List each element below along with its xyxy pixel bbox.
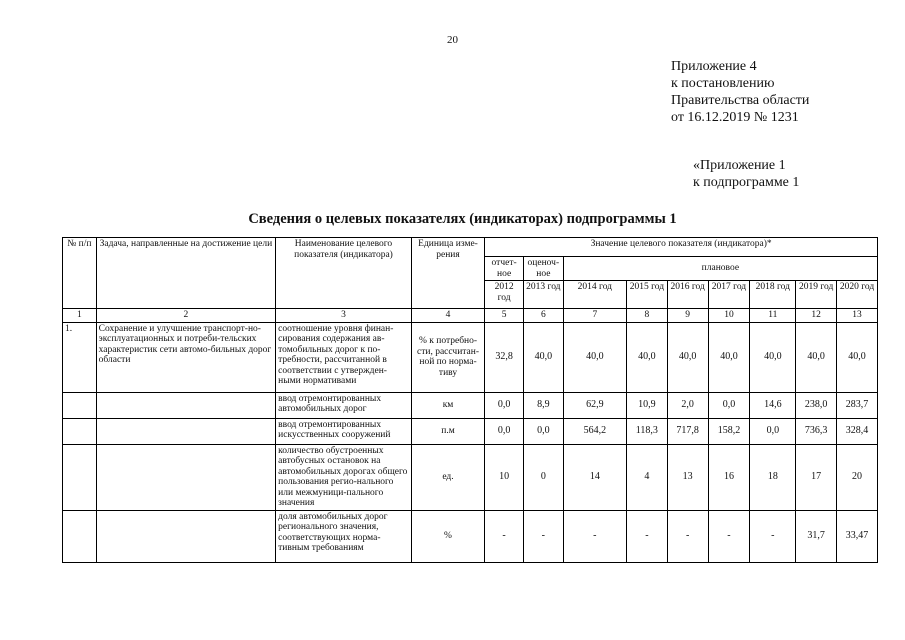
value-cell: 328,4 <box>837 418 878 444</box>
col-number: 10 <box>708 309 750 323</box>
value-cell: - <box>563 510 626 562</box>
col-number: 2 <box>96 309 276 323</box>
table-row <box>63 418 878 444</box>
value-cell: 13 <box>667 444 708 510</box>
col-number: 13 <box>837 309 878 323</box>
document-title: Сведения о целевых показателях (индикаторах) подпрограммы 1 <box>248 211 677 227</box>
value-cell: 14 <box>563 444 626 510</box>
appendix-ref-line-1: «Приложение 1 <box>693 158 786 173</box>
col-number: 4 <box>411 309 484 323</box>
appendix-ref-line-2: к подпрограмме 1 <box>693 175 800 190</box>
value-cell: 10,9 <box>626 392 667 418</box>
value-cell: 10 <box>485 444 524 510</box>
value-cell: 0,0 <box>523 418 563 444</box>
header-year: 2014 год <box>563 281 626 309</box>
header-year: 2020 год <box>837 281 878 309</box>
header-reported: отчет-ное <box>485 257 524 281</box>
value-cell: 33,47 <box>837 510 878 562</box>
value-cell: 158,2 <box>708 418 750 444</box>
row-indicator: количество обустроенных автобусных остановок на автомобильных дорогах общего пользования регио-нального или межмуници-пального значения <box>276 444 412 510</box>
value-cell: 283,7 <box>837 392 878 418</box>
value-cell: - <box>523 510 563 562</box>
row-num <box>63 418 97 444</box>
header-num: № п/п <box>63 238 97 309</box>
value-cell: 4 <box>626 444 667 510</box>
appendix-line-1: Приложение 4 <box>671 59 757 74</box>
value-cell: 40,0 <box>626 322 667 392</box>
value-cell: 564,2 <box>563 418 626 444</box>
header-planned: плановое <box>563 257 877 281</box>
col-number: 6 <box>523 309 563 323</box>
value-cell: 40,0 <box>750 322 796 392</box>
value-cell: - <box>708 510 750 562</box>
row-indicator: ввод отремонтированных автомобильных дорог <box>276 392 412 418</box>
value-cell: 0,0 <box>485 392 524 418</box>
row-num <box>63 444 97 510</box>
value-cell: 40,0 <box>667 322 708 392</box>
header-unit: Единица изме-рения <box>411 238 484 309</box>
header-year: 2017 год <box>708 281 750 309</box>
appendix-line-4: от 16.12.2019 № 1231 <box>671 110 799 125</box>
value-cell: 8,9 <box>523 392 563 418</box>
header-year: 2015 год <box>626 281 667 309</box>
value-cell: - <box>750 510 796 562</box>
row-unit: ед. <box>411 444 484 510</box>
table-row <box>63 392 878 418</box>
col-number: 3 <box>276 309 412 323</box>
value-cell: - <box>485 510 524 562</box>
value-cell: 16 <box>708 444 750 510</box>
appendix-line-2: к постановлению <box>671 76 775 91</box>
row-task <box>96 418 276 444</box>
row-indicator: доля автомобильных дорог регионального значения, соответствующих норма-тивным требованиям <box>276 510 412 562</box>
row-indicator: соотношение уровня финан-сирования содержания ав-томобильных дорог к по-требности, рассчитанной в соответствии с утвержден-ными нормативами <box>276 322 412 392</box>
header-year: 2018 год <box>750 281 796 309</box>
row-num <box>63 510 97 562</box>
col-number: 11 <box>750 309 796 323</box>
col-number: 9 <box>667 309 708 323</box>
value-cell: 0,0 <box>750 418 796 444</box>
appendix-ref-block <box>693 157 799 191</box>
appendix-block <box>671 58 809 126</box>
page-number: 20 <box>447 34 458 46</box>
value-cell: 17 <box>796 444 837 510</box>
col-number: 12 <box>796 309 837 323</box>
value-cell: 238,0 <box>796 392 837 418</box>
row-task <box>96 444 276 510</box>
header-value: Значение целевого показателя (индикатора)* <box>485 238 878 257</box>
column-number-row <box>63 309 878 323</box>
value-cell: - <box>667 510 708 562</box>
value-cell: 14,6 <box>750 392 796 418</box>
value-cell: 0,0 <box>708 392 750 418</box>
header-year: 2019 год <box>796 281 837 309</box>
row-task <box>96 510 276 562</box>
row-num <box>63 392 97 418</box>
value-cell: 40,0 <box>523 322 563 392</box>
value-cell: 62,9 <box>563 392 626 418</box>
value-cell: 40,0 <box>837 322 878 392</box>
value-cell: 717,8 <box>667 418 708 444</box>
col-number: 1 <box>63 309 97 323</box>
row-unit: % <box>411 510 484 562</box>
indicators-table <box>62 237 878 563</box>
value-cell: 40,0 <box>563 322 626 392</box>
row-unit: % к потребно-сти, рассчитан-ной по норма-тиву <box>411 322 484 392</box>
row-num: 1. <box>63 322 97 392</box>
appendix-line-3: Правительства области <box>671 93 810 108</box>
value-cell: 20 <box>837 444 878 510</box>
value-cell: 0 <box>523 444 563 510</box>
value-cell: 736,3 <box>796 418 837 444</box>
header-indicator: Наименование целевого показателя (индикатора) <box>276 238 412 309</box>
col-number: 7 <box>563 309 626 323</box>
col-number: 5 <box>485 309 524 323</box>
row-indicator: ввод отремонтированных искусственных сооружений <box>276 418 412 444</box>
value-cell: 0,0 <box>485 418 524 444</box>
table-row <box>63 444 878 510</box>
value-cell: 40,0 <box>796 322 837 392</box>
header-estimated: оценоч-ное <box>523 257 563 281</box>
value-cell: 2,0 <box>667 392 708 418</box>
row-unit: п.м <box>411 418 484 444</box>
value-cell: 118,3 <box>626 418 667 444</box>
row-unit: км <box>411 392 484 418</box>
value-cell: 40,0 <box>708 322 750 392</box>
header-year: 2013 год <box>523 281 563 309</box>
value-cell: 32,8 <box>485 322 524 392</box>
header-year: 2012 год <box>485 281 524 309</box>
table-row <box>63 322 878 392</box>
value-cell: 31,7 <box>796 510 837 562</box>
table-row <box>63 510 878 562</box>
value-cell: 18 <box>750 444 796 510</box>
row-task <box>96 392 276 418</box>
header-task: Задача, направленные на достижение цели <box>96 238 276 309</box>
value-cell: - <box>626 510 667 562</box>
header-year: 2016 год <box>667 281 708 309</box>
row-task: Сохранение и улучшение транспорт-но-эксплуатационных и потреби-тельских характеристик сети автомо-бильных дорог области <box>96 322 276 392</box>
col-number: 8 <box>626 309 667 323</box>
